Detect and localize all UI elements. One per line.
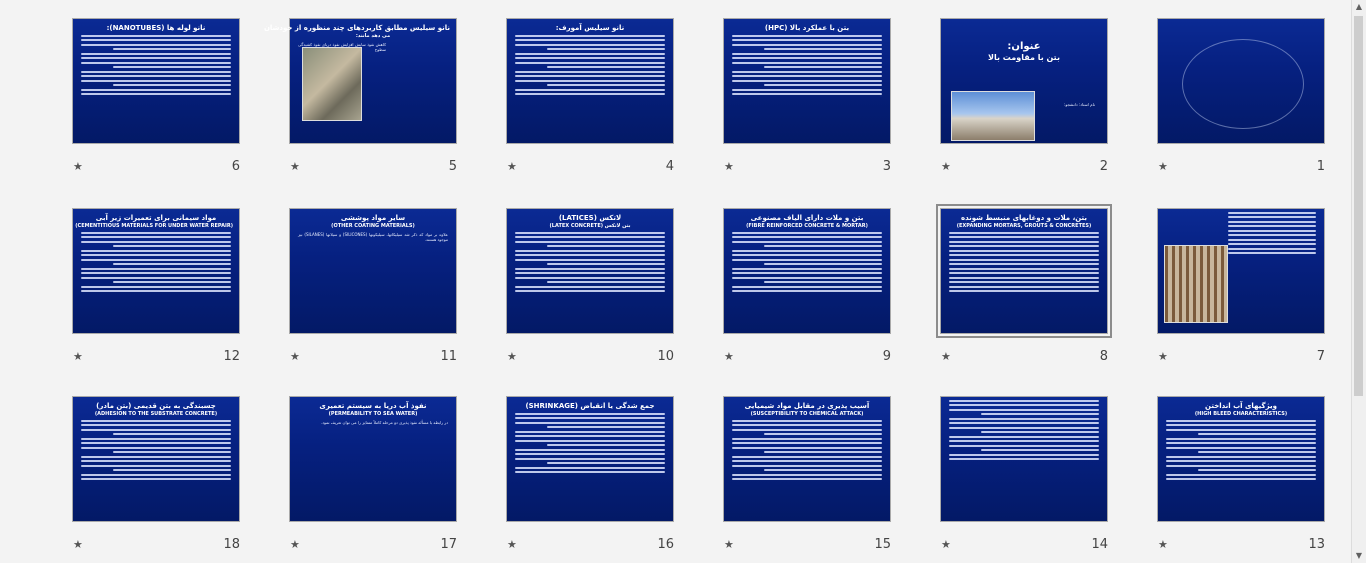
slide-number: 18 [223, 537, 240, 552]
slide-thumbnail[interactable] [72, 18, 240, 144]
slide-text-line [764, 84, 882, 86]
slide-text-line [732, 478, 882, 480]
slide-thumbnail[interactable] [72, 396, 240, 522]
slide-thumbnail[interactable] [1157, 208, 1325, 334]
slide-text-line [764, 245, 882, 247]
slide-text-line [732, 232, 882, 234]
slide-text-line [732, 39, 882, 41]
slide-text-line [949, 241, 1099, 243]
slide-text-line [764, 48, 882, 50]
slide-text-line [949, 277, 1099, 279]
slide-number: 2 [1099, 159, 1108, 174]
slide-text-line [81, 250, 231, 252]
slide-text-line [515, 44, 665, 46]
slide-text-line [547, 48, 665, 50]
slide-text-line [1166, 478, 1316, 480]
slide-text-line [1228, 248, 1316, 250]
slide-number: 6 [231, 159, 240, 174]
slide-subtitle: (HIGH BLEED CHARACTERISTICS) [1194, 411, 1288, 417]
scrollbar-thumb[interactable] [1354, 16, 1363, 396]
slide-text-line [764, 451, 882, 453]
slide-text-line [1166, 465, 1316, 467]
slide-text-line [515, 277, 665, 279]
slide-text-line [732, 93, 882, 95]
slide-text-line [1166, 424, 1316, 426]
slide-text-line [732, 424, 882, 426]
slide-text-line [515, 75, 665, 77]
slide-text-line [949, 268, 1099, 270]
transition-star-icon[interactable]: ★ [507, 538, 517, 551]
slide-subtitle: (ADHESION TO THE SUBSTRATE CONCRETE) [94, 411, 218, 417]
slide-text-line [81, 53, 231, 55]
slide-title: عنوان: [1007, 41, 1041, 52]
slide-text-line [81, 465, 231, 467]
transition-star-icon[interactable]: ★ [507, 350, 517, 363]
slide-title: نانو لوله ها (NANOTUBES): [106, 24, 206, 32]
slide-subtitle: (CEMENTITIOUS MATERIALS FOR UNDER WATER REPAIR) [75, 223, 233, 229]
slide-text-line [1228, 221, 1316, 223]
slide-text-line [732, 420, 882, 422]
slide-text-line [1166, 429, 1316, 431]
slide-text-line [981, 449, 1099, 451]
slide-text-line [732, 53, 882, 55]
slide-thumbnail[interactable] [940, 208, 1108, 334]
slide-text-line [81, 474, 231, 476]
slide-text-line [81, 39, 231, 41]
slide-text-line [515, 272, 665, 274]
slide-text-line [81, 236, 231, 238]
slide-text-line [515, 417, 665, 419]
slide-text-line [515, 241, 665, 243]
slide-text-line [1198, 451, 1316, 453]
slide-text-line [81, 75, 231, 77]
slide-thumbnail[interactable] [263, 18, 457, 144]
transition-star-icon[interactable]: ★ [73, 350, 83, 363]
slide-text-line [732, 456, 882, 458]
slide-text-line [515, 458, 665, 460]
slide-thumbnail[interactable] [506, 208, 674, 334]
slide-text-line [547, 84, 665, 86]
slide-text-line [113, 451, 231, 453]
transition-star-icon[interactable]: ★ [724, 350, 734, 363]
slide-thumbnail[interactable] [723, 18, 891, 144]
slide-text-line [515, 471, 665, 473]
slide-text-line [764, 469, 882, 471]
slide-title: لاتکس (LATICES) [558, 214, 622, 222]
slide-body-text: کاهش نفوذ سایش افزایش نفوذ دریای نفوذ کشیدگی سطوح [298, 42, 386, 52]
slide-subtitle: (PERMEABILITY TO SEA WATER) [328, 411, 418, 417]
slide-text-line [515, 431, 665, 433]
transition-star-icon[interactable]: ★ [1158, 538, 1168, 551]
slide-text-line [81, 80, 231, 82]
slide-text-line [81, 290, 231, 292]
slide-thumbnail[interactable] [723, 208, 891, 334]
slide-text-line [949, 250, 1099, 252]
slide-text-line [732, 259, 882, 261]
slide-text-line [949, 236, 1099, 238]
slide-text-line [732, 62, 882, 64]
calligraphy-logo [1182, 39, 1304, 129]
slide-title: نفوذ آب دریا به سیستم تعمیری [319, 402, 427, 410]
slide-text-line [81, 272, 231, 274]
slide-text-line [81, 286, 231, 288]
slide-text-line [81, 232, 231, 234]
slide-text-line [764, 433, 882, 435]
slide-thumbnail[interactable] [1157, 396, 1325, 522]
slide-text-line [515, 89, 665, 91]
slide-text-line [732, 286, 882, 288]
scroll-up-icon[interactable]: ▲ [1355, 2, 1363, 11]
slide-title: نانو سیلیس مطابق کاربردهای چند منظوره از خودشان [263, 24, 450, 32]
slide-text-line [515, 80, 665, 82]
slide-text-line [81, 241, 231, 243]
slide-text-line [515, 422, 665, 424]
slide-text-line [81, 424, 231, 426]
transition-star-icon[interactable]: ★ [941, 160, 951, 173]
slide-subtitle: (EXPANDING MORTARS, GROUTS & CONCRETES) [956, 223, 1092, 229]
slide-text-line [515, 453, 665, 455]
slide-text-line [113, 281, 231, 283]
slide-text-line [732, 442, 882, 444]
slide-text-line [1198, 469, 1316, 471]
slide-subtitle: (FIBRE REINFORCED CONCRETE & MORTAR) [746, 223, 868, 229]
slide-thumbnail[interactable] [940, 396, 1108, 522]
slide-text-line [515, 39, 665, 41]
slide-text-line [81, 438, 231, 440]
slide-subtitle: بتن با مقاومت بالا [988, 53, 1060, 62]
slide-text-line [1228, 252, 1316, 254]
slide-text-line [949, 400, 1099, 402]
slide-photo [951, 91, 1035, 141]
slide-number: 3 [882, 159, 891, 174]
slide-text-line [949, 409, 1099, 411]
slide-thumbnail[interactable] [72, 208, 240, 334]
slide-title: نانو سیلیس آمورف: [555, 24, 625, 32]
slide-text-line [732, 429, 882, 431]
transition-star-icon[interactable]: ★ [290, 160, 300, 173]
slide-text-line [515, 71, 665, 73]
slide-text-line [81, 442, 231, 444]
slide-thumbnail[interactable] [289, 208, 457, 334]
transition-star-icon[interactable]: ★ [724, 160, 734, 173]
slide-text-line [547, 263, 665, 265]
slide-text-line [81, 35, 231, 37]
slide-text-line [1166, 456, 1316, 458]
slide-text-line [547, 281, 665, 283]
slide-text-line [81, 259, 231, 261]
slide-text-line [732, 277, 882, 279]
slide-text-line [81, 89, 231, 91]
slide-text-line [515, 250, 665, 252]
slide-text-line [949, 436, 1099, 438]
slide-text-line [1228, 243, 1316, 245]
slide-text-line [81, 268, 231, 270]
slide-photo [1164, 245, 1228, 323]
slide-text-line [764, 66, 882, 68]
slide-body-text: در رابطه با مسأله نفوذ پذیری دو مرحله کاملاً متمایز را می توان تعریف نمود. [320, 420, 448, 425]
transition-star-icon[interactable]: ★ [73, 538, 83, 551]
slide-text-line [732, 474, 882, 476]
slide-text-line [113, 469, 231, 471]
slide-text-line [515, 254, 665, 256]
slide-text-line [81, 57, 231, 59]
slide-number: 1 [1316, 159, 1325, 174]
slide-text-line [1166, 460, 1316, 462]
slide-subtitle: (OTHER COATING MATERIALS) [331, 223, 415, 229]
slide-text-line [949, 286, 1099, 288]
slide-title: سایر مواد پوششی [340, 214, 406, 222]
slide-text-line [949, 263, 1099, 265]
transition-star-icon[interactable]: ★ [290, 538, 300, 551]
slide-number: 16 [657, 537, 674, 552]
transition-star-icon[interactable]: ★ [290, 350, 300, 363]
slide-title: مواد سیمانی برای تعمیرات زیر آبی [95, 214, 217, 222]
transition-star-icon[interactable]: ★ [724, 538, 734, 551]
slide-text-line [547, 426, 665, 428]
slide-text-line [81, 478, 231, 480]
slide-subtitle: بتن لاتکس (LATEX CONCRETE) [549, 223, 631, 229]
slide-text-line [981, 413, 1099, 415]
slide-text-line [113, 48, 231, 50]
slide-number: 14 [1091, 537, 1108, 552]
slide-thumbnail[interactable] [940, 18, 1108, 144]
slide-text-line [547, 462, 665, 464]
slide-text-line [949, 272, 1099, 274]
vertical-scrollbar[interactable] [1351, 0, 1366, 563]
slide-text-line [732, 272, 882, 274]
slide-text-line [732, 290, 882, 292]
slide-text-line [1228, 216, 1316, 218]
slide-text-line [764, 281, 882, 283]
slide-text-line [515, 57, 665, 59]
slide-text-line [949, 259, 1099, 261]
slide-photo [302, 47, 362, 121]
slide-text-line [949, 290, 1099, 292]
slide-text-line [1228, 230, 1316, 232]
slide-text-line [732, 254, 882, 256]
transition-star-icon[interactable]: ★ [1158, 350, 1168, 363]
slide-text-line [732, 460, 882, 462]
slide-number: 4 [665, 159, 674, 174]
slide-text-line [732, 236, 882, 238]
slide-text-line [515, 53, 665, 55]
slide-text-line [732, 268, 882, 270]
slide-text-line [732, 438, 882, 440]
slide-text-line [81, 456, 231, 458]
slide-text-line [515, 467, 665, 469]
slide-text-line [732, 57, 882, 59]
slide-text-line [515, 62, 665, 64]
slide-text-line [1228, 239, 1316, 241]
slide-title: بتن و ملات دارای الیاف مصنوعی [750, 214, 864, 222]
slide-text-line [515, 232, 665, 234]
slide-title: جمع شدگی یا انقباض (SHRINKAGE) [525, 402, 655, 410]
slide-text-line [949, 427, 1099, 429]
slide-title: آسیب پذیری در مقابل مواد شیمیایی [744, 402, 870, 410]
slide-thumbnail[interactable] [1157, 18, 1325, 144]
slide-text-line [732, 35, 882, 37]
slide-text-line [732, 71, 882, 73]
slide-text-line [732, 250, 882, 252]
slide-text-line [949, 404, 1099, 406]
slide-number: 11 [440, 349, 457, 364]
slide-text-line [764, 263, 882, 265]
slide-text-line [1228, 234, 1316, 236]
slide-number: 15 [874, 537, 891, 552]
slide-text-line [113, 245, 231, 247]
transition-star-icon[interactable]: ★ [1158, 160, 1168, 173]
slide-text-line [81, 44, 231, 46]
slide-text-line [949, 245, 1099, 247]
slide-text-line [81, 71, 231, 73]
slide-text-line [981, 431, 1099, 433]
scroll-down-icon[interactable]: ▼ [1355, 551, 1363, 560]
slide-text-line [113, 433, 231, 435]
slide-text-line [113, 66, 231, 68]
slide-text-line [1228, 212, 1316, 214]
slide-text-line [732, 89, 882, 91]
slide-text-line [515, 290, 665, 292]
slide-text-line [81, 420, 231, 422]
slide-text-line [515, 435, 665, 437]
slide-thumbnail[interactable] [506, 396, 674, 522]
slide-text-line [732, 241, 882, 243]
slide-number: 7 [1316, 349, 1325, 364]
slide-title: بتن، ملات و دوغابهای منبسط شونده [960, 214, 1088, 222]
slide-number: 13 [1308, 537, 1325, 552]
slide-body-text: علاوه بر مواد که ذکر شد سیلیکاتها، سیلیکونها (SILICONES) و سیلانها (SILANES) نیز موجود هستند. [298, 232, 449, 242]
slide-thumbnail[interactable] [723, 396, 891, 522]
slide-text-line [515, 259, 665, 261]
slide-number: 17 [440, 537, 457, 552]
slide-text-line [949, 454, 1099, 456]
slide-text-line [515, 286, 665, 288]
slide-text-line [515, 93, 665, 95]
slide-text-line [81, 93, 231, 95]
slide-text-line [732, 44, 882, 46]
slide-text-line [1166, 438, 1316, 440]
slide-text-line [515, 236, 665, 238]
slide-text-line [515, 413, 665, 415]
slide-number: 9 [882, 349, 891, 364]
slide-text-line [1166, 442, 1316, 444]
slide-text-line [515, 35, 665, 37]
slide-text-line [1198, 433, 1316, 435]
slide-subtitle: می دهد مانند: [355, 33, 391, 39]
transition-star-icon[interactable]: ★ [507, 160, 517, 173]
slide-body-text: نام استاد: دانشجو: [1064, 102, 1095, 107]
slide-text-line [949, 418, 1099, 420]
slide-text-line [81, 277, 231, 279]
slide-text-line [81, 460, 231, 462]
slide-text-line [1166, 447, 1316, 449]
slide-text-line [81, 62, 231, 64]
slide-number: 10 [657, 349, 674, 364]
slide-text-line [113, 84, 231, 86]
slide-text-line [81, 254, 231, 256]
slide-text-line [949, 281, 1099, 283]
slide-thumbnail[interactable] [506, 18, 674, 144]
slide-text-line [732, 465, 882, 467]
slide-text-line [732, 447, 882, 449]
slide-text-line [1166, 474, 1316, 476]
slide-text-line [949, 440, 1099, 442]
slide-subtitle: (SUSCEPTIBILITY TO CHEMICAL ATTACK) [750, 411, 864, 417]
slide-title: چسبندگی به بتن قدیمی (بتن مادر) [96, 402, 216, 410]
slide-text-line [515, 449, 665, 451]
slide-text-line [1228, 225, 1316, 227]
slide-text-line [81, 429, 231, 431]
transition-star-icon[interactable]: ★ [941, 350, 951, 363]
transition-star-icon[interactable]: ★ [73, 160, 83, 173]
slide-text-line [113, 263, 231, 265]
transition-star-icon[interactable]: ★ [941, 538, 951, 551]
slide-text-line [949, 458, 1099, 460]
slide-text-line [949, 422, 1099, 424]
slide-text-line [547, 245, 665, 247]
slide-text-line [515, 440, 665, 442]
slide-text-line [547, 444, 665, 446]
slide-text-line [515, 268, 665, 270]
slide-title: بتن با عملکرد بالا (HPC) [764, 24, 850, 32]
slide-number: 12 [223, 349, 240, 364]
slide-text-line [949, 254, 1099, 256]
slide-text-line [81, 447, 231, 449]
slide-text-line [949, 445, 1099, 447]
slide-number: 5 [448, 159, 457, 174]
slide-title: ویژگیهای آب انداختن [1205, 402, 1277, 410]
slide-text-line [732, 75, 882, 77]
slide-text-line [732, 80, 882, 82]
slide-text-line [949, 232, 1099, 234]
slide-thumbnail[interactable] [289, 396, 457, 522]
slide-number: 8 [1099, 349, 1108, 364]
slide-text-line [1166, 420, 1316, 422]
slide-text-line [547, 66, 665, 68]
